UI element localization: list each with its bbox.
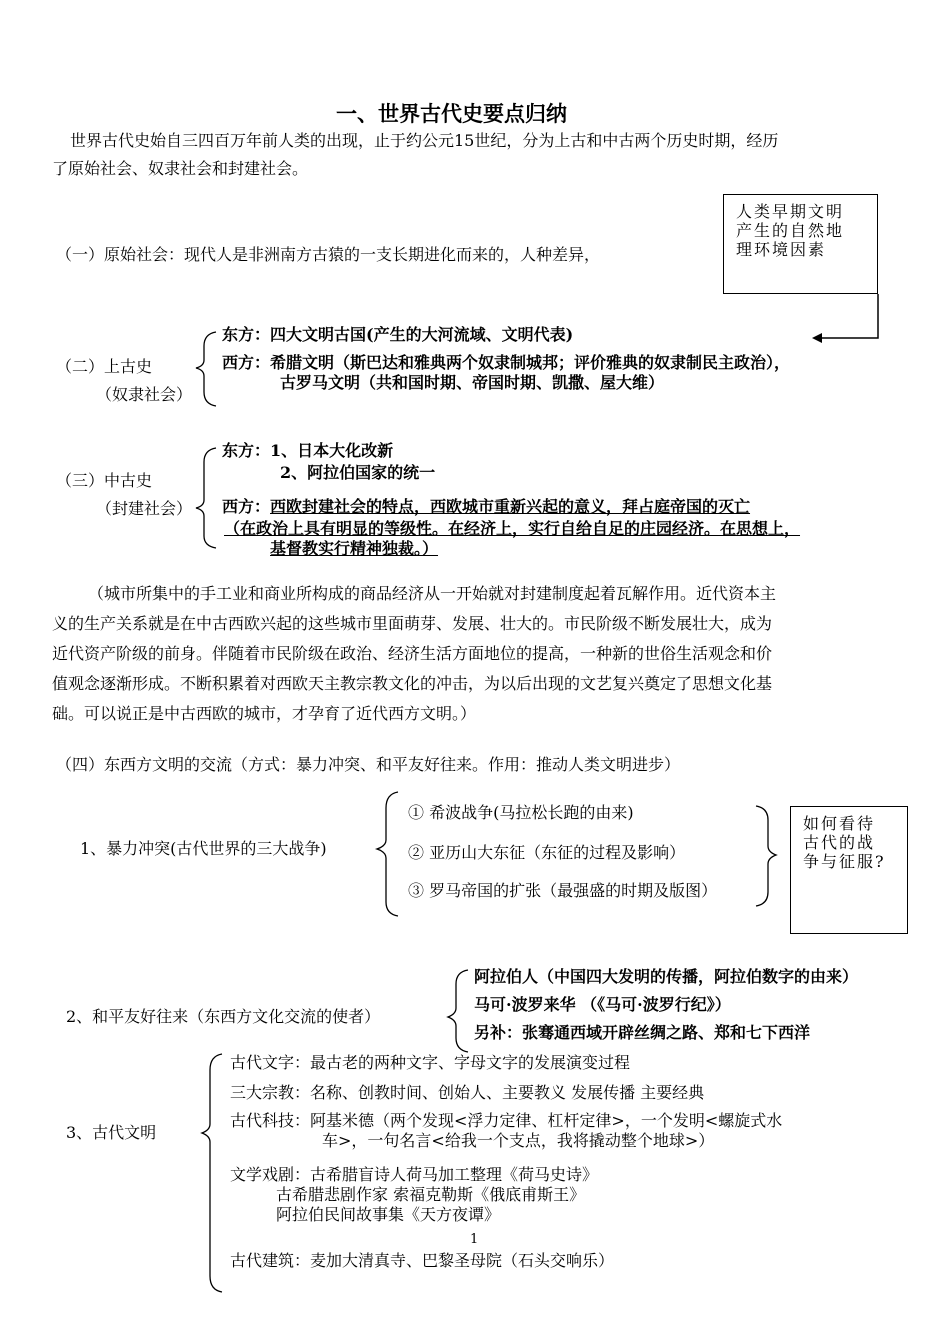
sidebox-environment <box>723 194 878 294</box>
brace-wars-left <box>377 792 398 916</box>
civ-literature-2: 古希腊悲剧作家 索福克勒斯《俄底甫斯王》 <box>276 1185 586 1204</box>
peace-label: 2、和平友好往来（东西方文化交流的使者） <box>66 1007 381 1026</box>
sidebox-line: 争与征服? <box>803 852 886 871</box>
page-title: 一、世界古代史要点归纳 <box>336 101 567 126</box>
city-line: （城市所集中的手工业和商业所构成的商品经济从一开始就对封建制度起着瓦解作用。近代资本主 <box>88 584 777 603</box>
city-line: 础。可以说正是中古西欧的城市，才孕育了近代西方文明。） <box>52 704 477 723</box>
brace-wars-right <box>756 806 776 906</box>
sidebox-line: 如何看待 <box>803 814 876 833</box>
arrow-connector <box>820 294 878 338</box>
brace-civ <box>202 1054 222 1292</box>
city-paragraph <box>52 582 902 726</box>
medieval-label: （三）中古史 <box>56 471 153 490</box>
war-item-3: ③ 罗马帝国的扩张（最强盛的时期及版图） <box>408 881 718 900</box>
ancient-label: （二）上古史 <box>56 357 153 376</box>
arrow-head-icon <box>812 333 822 343</box>
war-item-1: ① 希波战争(马拉松长跑的由来) <box>408 803 634 822</box>
civ-literature-1: 文学戏剧：古希腊盲诗人荷马加工整理《荷马史诗》 <box>230 1165 599 1184</box>
intro-line-2: 了原始社会、奴隶社会和封建社会。 <box>52 159 309 178</box>
primitive-society: （一）原始社会：现代人是非洲南方古猿的一支长期进化而来的，人种差异， <box>56 245 601 264</box>
civ-religion: 三大宗教：名称、创教时间、创始人、主要教义 发展传播 主要经典 <box>230 1083 705 1102</box>
medieval-west-1: 西欧封建社会的特点，西欧城市重新兴起的意义，拜占庭帝国的灭亡 <box>270 497 751 516</box>
medieval-west-3: 基督教实行精神独裁。） <box>270 539 439 558</box>
civ-label: 3、古代文明 <box>66 1123 157 1142</box>
city-line: 值观念逐渐形成。不断积累着对西欧天主教宗教文化的冲击，为以后出现的文艺复兴奠定了思想文化基 <box>52 674 773 693</box>
city-line: 义的生产关系就是在中古西欧兴起的这些城市里面萌芽、发展、壮大的。市民阶级不断发展壮大，成为 <box>52 614 773 633</box>
ancient-east: 东方：四大文明古国(产生的大河流域、文明代表) <box>222 325 574 344</box>
sidebox-line: 古代的战 <box>803 833 876 852</box>
medieval-sublabel: （封建社会） <box>96 499 193 518</box>
ancient-sublabel: （奴隶社会） <box>96 385 193 404</box>
civ-literature-3: 阿拉伯民间故事集《天方夜谭》 <box>276 1205 501 1224</box>
medieval-west-prefix: 西方： <box>222 497 271 516</box>
page-number: 1 <box>470 1232 479 1247</box>
peace-item-1: 阿拉伯人（中国四大发明的传播，阿拉伯数字的由来） <box>474 967 859 986</box>
city-line: 近代资产阶级的前身。伴随着市民阶级在政治、经济生活方面地位的提高，一种新的世俗生活观念和价 <box>52 644 773 663</box>
ancient-west-2: 古罗马文明（共和国时期、帝国时期、凯撒、屋大维） <box>280 373 665 392</box>
brace-peace <box>448 970 468 1052</box>
intro-line-1: 世界古代史始自三四百万年前人类的出现，止于约公元15世纪，分为上古和中古两个历史时期，经历 <box>70 131 779 150</box>
peace-item-2: 马可·波罗来华 （《马可·波罗行纪》） <box>474 995 731 1014</box>
civ-writing: 古代文字：最古老的两种文字、字母文字的发展演变过程 <box>230 1053 631 1072</box>
brace-medieval <box>196 448 216 548</box>
peace-item-3: 另补：张骞通西域开辟丝绸之路、郑和七下西洋 <box>474 1023 811 1042</box>
medieval-east-1: 东方：1、日本大化改新 <box>222 441 394 460</box>
exchange-heading: （四）东西方文明的交流（方式：暴力冲突、和平友好往来。作用：推动人类文明进步） <box>56 755 681 774</box>
civ-architecture: 古代建筑：麦加大清真寺、巴黎圣母院（石头交响乐） <box>230 1251 615 1270</box>
war-item-2: ② 亚历山大东征（东征的过程及影响） <box>408 843 686 862</box>
violent-label: 1、暴力冲突(古代世界的三大战争) <box>80 839 327 858</box>
sidebox-line: 理环境因素 <box>736 240 827 259</box>
civ-science-1: 古代科技：阿基米德（两个发现<浮力定律、杠杆定律>，一个发明<螺旋式水 <box>230 1111 783 1130</box>
sidebox-line: 人类早期文明 <box>736 202 845 221</box>
ancient-west-1: 西方：希腊文明（斯巴达和雅典两个奴隶制城邦；评价雅典的奴隶制民主政治）， <box>222 353 791 372</box>
sidebox-war <box>790 806 908 934</box>
medieval-east-2: 2、阿拉伯国家的统一 <box>280 463 436 482</box>
medieval-west-2: （在政治上具有明显的等级性。在经济上，实行自给自足的庄园经济。在思想上， <box>224 519 801 538</box>
brace-ancient <box>196 332 216 406</box>
civ-science-2: 车>，一句名言<给我一个支点，我将撬动整个地球>） <box>322 1131 715 1150</box>
sidebox-line: 产生的自然地 <box>736 221 845 240</box>
